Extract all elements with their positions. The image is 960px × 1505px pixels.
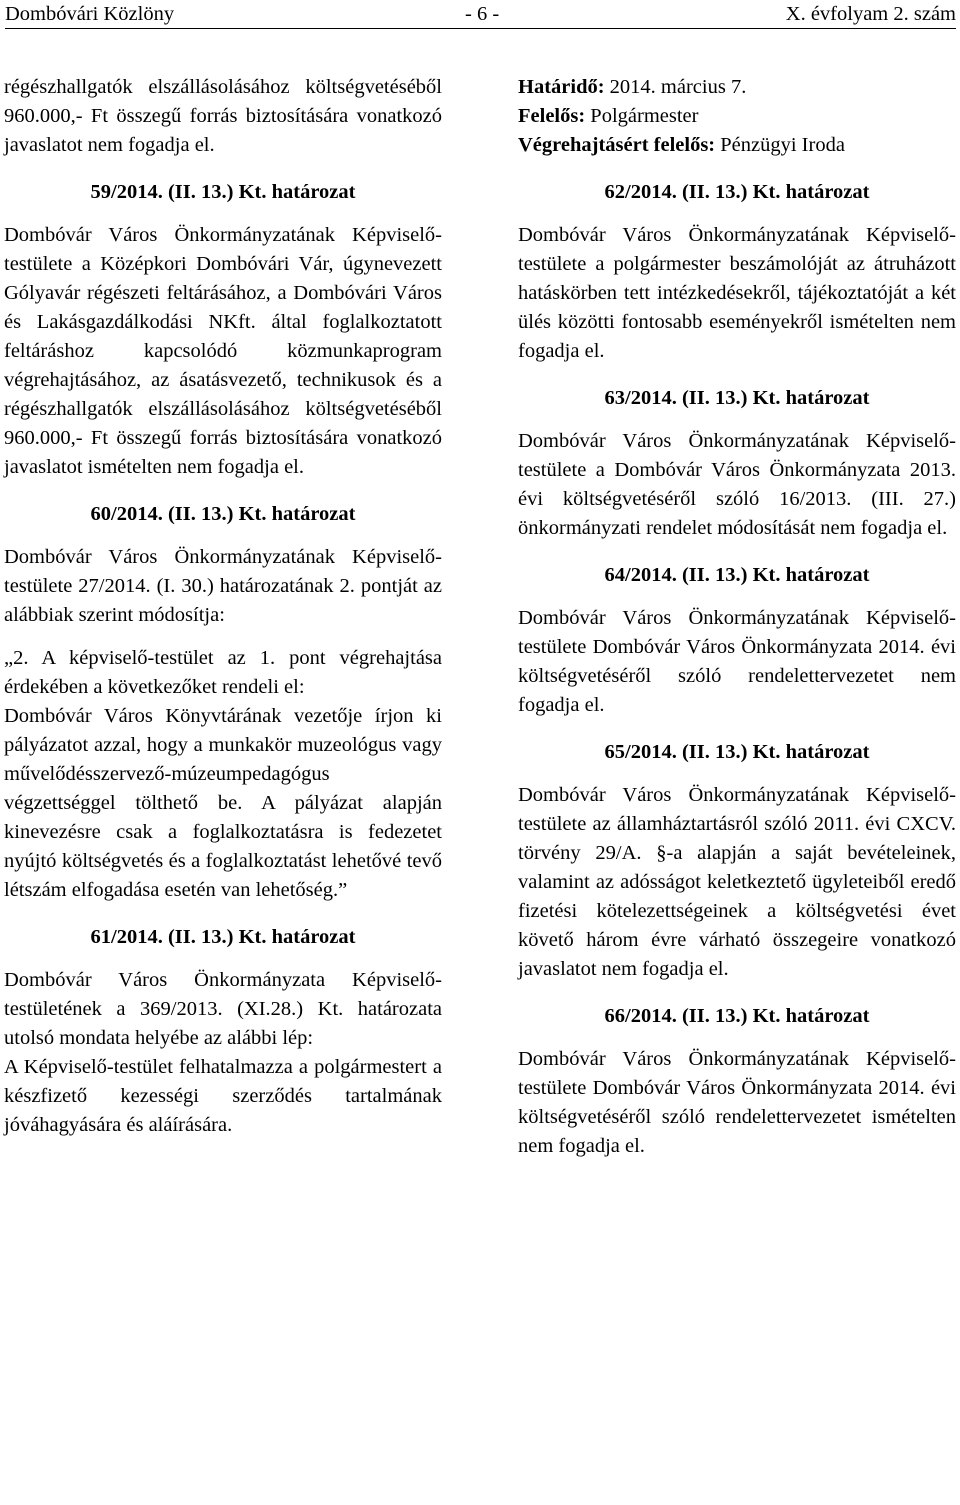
resolution-title-60: 60/2014. (II. 13.) Kt. határozat bbox=[90, 503, 356, 525]
paragraph-continuation: régészhallgatók elszállásolásához költségvetéséből 960.000,- Ft összegű forrás biztosítására vonatkozó javaslatot nem fogadja el. bbox=[4, 76, 442, 156]
executor-line bbox=[518, 131, 956, 160]
right-column bbox=[518, 73, 956, 1161]
deadline-label: Határidő: bbox=[518, 76, 605, 98]
resolution-title-65: 65/2014. (II. 13.) Kt. határozat bbox=[604, 741, 870, 763]
publication-title: Dombóvári Közlöny bbox=[5, 3, 175, 25]
deadline-line bbox=[518, 73, 956, 102]
executor-label: Végrehajtásért felelős: bbox=[518, 134, 716, 156]
page-header bbox=[5, 4, 956, 29]
responsible-line bbox=[518, 102, 956, 131]
executor-value: Pénzügyi Iroda bbox=[715, 134, 845, 156]
resolution-body-66: Dombóvár Város Önkormányzatának Képviselő-testülete Dombóvár Város Önkormányzata 2014. évi költségvetéséről szóló rendelettervezetet ismételten nem fogadja el. bbox=[518, 1048, 956, 1157]
resolution-body-61: Dombóvár Város Önkormányzata Képviselő-testületének a 369/2013. (XI.28.) Kt. határozata utolsó mondata helyébe az alábbi lép: bbox=[4, 969, 442, 1049]
resolution-body-62: Dombóvár Város Önkormányzatának Képviselő-testülete a polgármester beszámolóját az átruházott hatáskörben tett intézkedésekről, tájékoztatóját a két ülés közötti fontosabb eseményekről ismételten nem fogadja el. bbox=[518, 224, 956, 362]
responsible-label: Felelős: bbox=[518, 105, 586, 127]
left-column bbox=[4, 73, 442, 1140]
resolution-body-65: Dombóvár Város Önkormányzatának Képviselő-testülete az államháztartásról szóló 2011. évi CXCV. törvény 29/A. §-a alapján a saját bevételeinek, valamint az adósságot keletkeztető ügyleteiből eredő fizetési kötelezettségeinek a költségvetési évet követő három évre várható összegeire vonatkozó javaslatot nem fogadja el. bbox=[518, 784, 956, 980]
resolution-body-59: Dombóvár Város Önkormányzatának Képviselő-testülete a Középkori Dombóvári Vár, úgynevezett Gólyavár régészeti feltárásához, a Dombóvári Város és Lakásgazdálkodási NKft. által foglalkoztatott feltáráshoz kapcsolódó közmunkaprogram végrehajtásához, az ásatásvezető, technikusok és a régészhallgatók elszállásolásához költségvetéséből 960.000,- Ft összegű forrás biztosítására vonatkozó javaslatot ismételten nem fogadja el. bbox=[4, 224, 442, 478]
page-number: - 6 - bbox=[465, 3, 500, 25]
resolution-body-63: Dombóvár Város Önkormányzatának Képviselő-testülete a Dombóvár Város Önkormányzata 2013. évi költségvetéséről szóló 16/2013. (III. 27.) önkormányzati rendelet módosítását nem fogadja el. bbox=[518, 430, 956, 539]
resolution-title-61: 61/2014. (II. 13.) Kt. határozat bbox=[90, 926, 356, 948]
resolution-title-66: 66/2014. (II. 13.) Kt. határozat bbox=[604, 1005, 870, 1027]
resolution-body-60-point: „2. A képviselő-testület az 1. pont végrehajtása érdekében a következőket rendeli el: bbox=[4, 647, 442, 698]
issue-info: X. évfolyam 2. szám bbox=[785, 3, 956, 25]
resolution-body-60: Dombóvár Város Önkormányzatának Képviselő-testülete 27/2014. (I. 30.) határozatának 2. pontját az alábbiak szerint módosítja: bbox=[4, 546, 442, 626]
responsible-value: Polgármester bbox=[585, 105, 699, 127]
resolution-body-64: Dombóvár Város Önkormányzatának Képviselő-testülete Dombóvár Város Önkormányzata 2014. évi költségvetéséről szóló rendelettervezetet nem fogadja el. bbox=[518, 607, 956, 716]
resolution-title-62: 62/2014. (II. 13.) Kt. határozat bbox=[604, 181, 870, 203]
deadline-value: 2014. március 7. bbox=[604, 76, 747, 98]
resolution-body-61-text: A Képviselő-testület felhatalmazza a polgármestert a készfizető kezességi szerződés tartalmának jóváhagyására és aláírására. bbox=[4, 1056, 442, 1136]
resolution-title-63: 63/2014. (II. 13.) Kt. határozat bbox=[604, 387, 870, 409]
resolution-title-59: 59/2014. (II. 13.) Kt. határozat bbox=[90, 181, 356, 203]
resolution-title-64: 64/2014. (II. 13.) Kt. határozat bbox=[604, 564, 870, 586]
resolution-body-60-text: Dombóvár Város Könyvtárának vezetője írjon ki pályázatot azzal, hogy a munkakör muzeológus vagy művelődésszervező-múzeumpedagógus végzettséggel tölthető be. A pályázat alapján kinevezésre csak a foglalkoztatásra is fedezetet nyújtó költségvetés és a foglalkoztatást lehetővé tevő létszám elfogadása esetén van lehetőség.” bbox=[4, 705, 442, 901]
